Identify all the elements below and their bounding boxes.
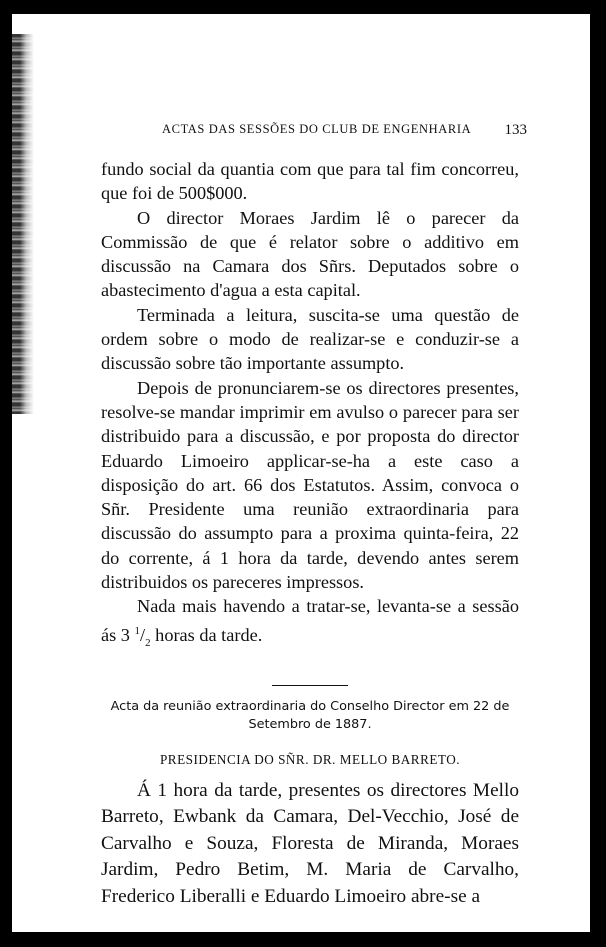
- closing-suffix: horas da tarde.: [150, 624, 263, 645]
- text-body: [101, 157, 519, 910]
- page-number: 133: [504, 122, 527, 138]
- section-divider: [272, 685, 348, 686]
- binding-edge: [12, 34, 34, 414]
- running-head: ACTAS DAS SESSÕES DO CLUB DE ENGENHARIA: [162, 122, 472, 136]
- paragraph: Terminada a leitura, suscita-se uma questão de ordem sobre o modo de realizar-se e conduzir-se a discussão sobre tão importante assumpto.: [101, 304, 519, 374]
- page-header: [162, 122, 527, 146]
- paragraph: Depois de pronunciarem-se os directores presentes, resolve-se mandar imprimir em avulso o parecer para ser distribuido para a discussão, e por proposta do director Eduardo Limoeiro applicar-se-ha a este caso a disposição do art. 66 dos Estatutos. Assim, convoca o Sñr. Presidente uma reunião extraordinaria para discussão do assumpto para a proxima quinta-feira, 22 do corrente, á 1 hora da tarde, devendo antes serem distribuidos os pareceres impressos.: [101, 377, 519, 593]
- fraction-denominator: 2: [145, 636, 151, 649]
- presidencia-heading: PRESIDENCIA DO SÑR. DR. MELLO BARRETO.: [159, 751, 461, 767]
- paragraph: O director Moraes Jardim lê o parecer da Commissão de que é relator sobre o additivo em discussão na Camara dos Sñrs. Deputados sobre o abastecimento d'agua a esta capital.: [101, 207, 519, 301]
- section-title: Acta da reunião extraordinaria do Conselho Director em 22 de Setembro de 1887.: [110, 698, 510, 732]
- paragraph: fundo social da quantia com que para tal fim concorreu, que foi de 500$000.: [101, 159, 519, 204]
- book-page: [12, 14, 590, 932]
- fraction-numerator: 1: [134, 624, 141, 637]
- closing-prefix: Nada mais havendo a tratar-se, levanta-se a sessão ás 3: [101, 596, 519, 645]
- paragraph: Á 1 hora da tarde, presentes os directores Mello Barreto, Ewbank da Camara, Del-Vecchio, José de Carvalho e Souza, Floresta de Miranda, Moraes Jardim, Pedro Betim, M. Maria de Carvalho, Frederico Liberalli e Eduardo Limoeiro abre-se a: [101, 779, 519, 907]
- closing-paragraph: Nada mais havendo a tratar-se, levanta-se a sessão ás 3 $^1/_2$ horas da tarde.: [101, 596, 519, 649]
